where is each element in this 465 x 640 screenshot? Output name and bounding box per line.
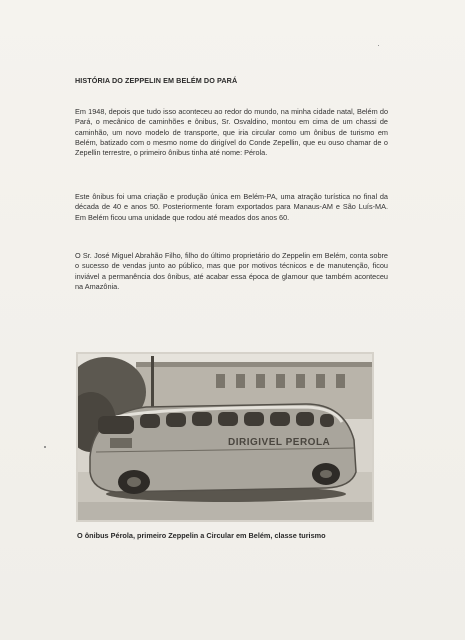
bus-lettering: DIRIGIVEL PEROLA [228, 437, 331, 448]
bus-photo [76, 352, 374, 522]
paragraph-3: O Sr. José Miguel Abrahão Filho, filho do último proprietário do Zeppelin em Belém, conta sobre o sucesso de vendas junto ao público, mas que por motivos técnicos e de manutenção, ficou inviável a permanência dos ônibus, até acabar essa época de glamour que também aconteceu na Amazônia. [75, 251, 388, 291]
paragraph-2: Este ônibus foi uma criação e produção única em Belém-PA, uma atração turística no final da década de 40 e anos 50. Posteriormente foram exportados para Manaus-AM e São Luís-MA. Em Belém ficou uma unidade que rodou até meados dos anos 60. [75, 192, 388, 222]
paragraph-1: Em 1948, depois que tudo isso aconteceu ao redor do mundo, na minha cidade natal, Belém do Pará, o mecânico de caminhões e ônibus, Sr. Osvaldino, montou em cima de um chassi de caminhão, um novo modelo de transporte, que iria circular como um ônibus de turismo em Belém, batizado com o mesmo nome do dirigível do Conde Zepellin, que eu ouso chamar de o Zepellin terrestre, o primeiro ônibus tinha até nome: Pérola. [75, 107, 388, 158]
photo-caption: O ônibus Pérola, primeiro Zeppelin a Circular em Belém, classe turismo [77, 531, 326, 540]
scan-speck [44, 446, 46, 448]
document-title: HISTÓRIA DO ZEPPELIN EM BELÉM DO PARÁ [75, 76, 238, 85]
bus-photo-illustration [76, 352, 374, 522]
scan-speck [378, 45, 379, 46]
